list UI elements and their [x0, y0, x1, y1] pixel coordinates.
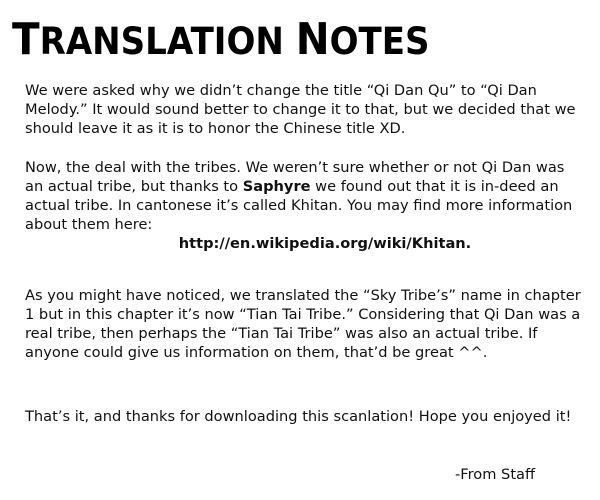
credited-name: Saphyre — [242, 178, 311, 195]
wikipedia-link[interactable]: http://en.wikipedia.org/wiki/Khitan. — [178, 235, 472, 252]
paragraph-tribes — [25, 158, 585, 253]
title-initial-t: T — [12, 14, 40, 65]
paragraph-thanks: That’s it, and thanks for downloading this scanlation! Hope you enjoyed it! — [25, 408, 572, 425]
page-title — [12, 14, 430, 65]
title-initial-n: N — [295, 14, 330, 65]
paragraph-tribes-text-before: Now, the deal with the tribes. We weren’t sure whether or not Qi Dan was an actual tribe, but thanks to — [25, 159, 565, 195]
paragraph-tribes-text-after: we found out that it is in-deed an actual tribe. In cantonese it’s called Khitan. You may find more information about them here: — [25, 178, 573, 233]
title-word-otes: OTES — [329, 20, 430, 63]
title-word-ranslation: RANSLATION — [39, 20, 296, 63]
signature: -From Staff — [455, 466, 536, 483]
paragraph-sky-tribe: As you might have noticed, we translated the “Sky Tribe’s” name in chapter 1 but in this chapter it’s now “Tian Tai Tribe.” Considering that Qi Dan was a real tribe, then perhaps the “Tian Tai Tribe” was also an actual tribe. If anyone could give us information on them, that’d be great ^^. — [25, 287, 581, 361]
paragraph-title-question: We were asked why we didn’t change the title “Qi Dan Qu” to “Qi Dan Melody.” It would sound better to change it to that, but we decided that we should leave it as it is to honor the Chinese title XD. — [25, 82, 576, 137]
